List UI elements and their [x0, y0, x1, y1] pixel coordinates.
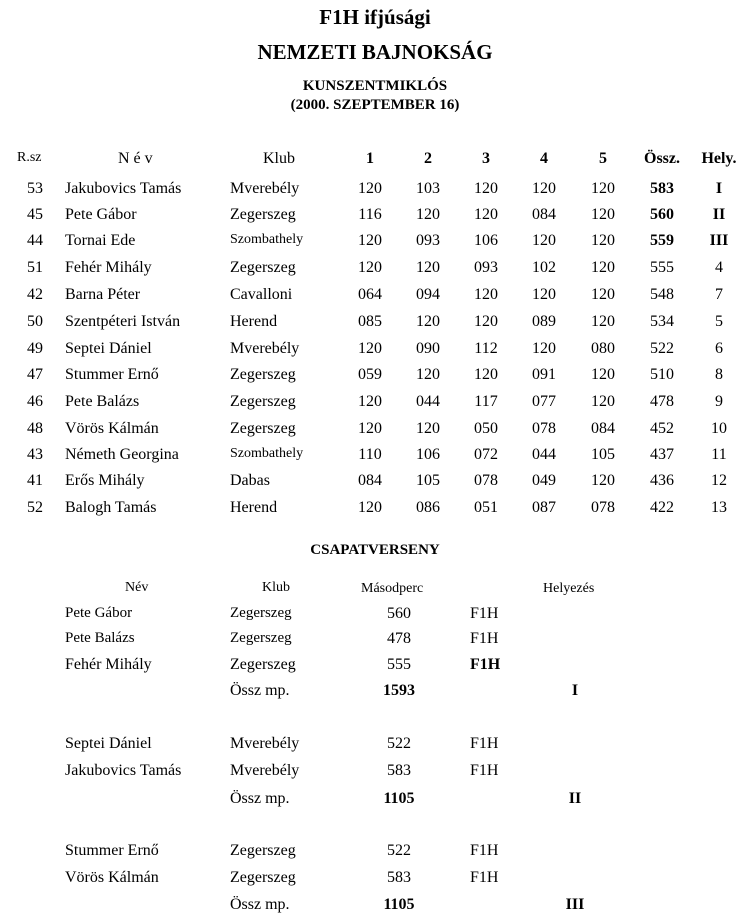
- team-col-name: Név: [125, 580, 149, 595]
- cell-rsz: 41: [27, 472, 43, 489]
- cell-place: III: [709, 232, 729, 249]
- cell-rsz: 47: [27, 366, 43, 383]
- col-header-round1: 1: [366, 150, 374, 167]
- event-date: (2000. SZEPTEMBER 16): [290, 97, 460, 113]
- cell-round1: 120: [358, 340, 382, 357]
- team-member-club: Zegerszeg: [230, 842, 296, 859]
- cell-round5: 120: [591, 472, 615, 489]
- cell-place: 11: [711, 446, 727, 463]
- cell-round2: 120: [416, 206, 440, 223]
- team-member-name: Septei Dániel: [65, 735, 152, 752]
- cell-round4: 044: [532, 446, 556, 463]
- cell-club: Szombathely: [230, 232, 304, 247]
- team-total-seconds: 1105: [383, 790, 415, 807]
- cell-round4: 078: [532, 420, 556, 437]
- cell-club: Zegerszeg: [230, 393, 296, 410]
- cell-round1: 120: [358, 420, 382, 437]
- cell-rsz: 44: [27, 232, 43, 249]
- cell-rsz: 51: [27, 259, 43, 276]
- cell-place: 10: [711, 420, 727, 437]
- cell-round1: 120: [358, 180, 382, 197]
- team-total-seconds: 1593: [383, 682, 415, 699]
- team-member-seconds: 583: [387, 869, 411, 886]
- cell-rsz: 45: [27, 206, 43, 223]
- cell-round1: 085: [358, 313, 382, 330]
- cell-round3: 120: [474, 206, 498, 223]
- cell-place: 8: [715, 366, 723, 383]
- cell-round2: 120: [416, 366, 440, 383]
- cell-round5: 084: [591, 420, 615, 437]
- cell-round4: 089: [532, 313, 556, 330]
- cell-round3: 093: [474, 259, 498, 276]
- col-header-round4: 4: [540, 150, 548, 167]
- team-total-seconds: 1105: [383, 896, 415, 913]
- cell-club: Szombathely: [230, 446, 304, 461]
- cell-name: Stummer Ernő: [65, 366, 159, 383]
- cell-total: 437: [650, 446, 674, 463]
- cell-round4: 084: [532, 206, 556, 223]
- cell-place: I: [715, 180, 723, 197]
- cell-name: Szentpéteri István: [65, 313, 181, 330]
- cell-round4: 102: [532, 259, 556, 276]
- team-member-class: F1H: [470, 630, 499, 647]
- team-member-name: Jakubovics Tamás: [65, 762, 182, 779]
- team-member-class: F1H: [470, 842, 499, 859]
- team-place: I: [571, 682, 579, 699]
- cell-total: 522: [650, 340, 674, 357]
- cell-round4: 120: [532, 232, 556, 249]
- cell-club: Mverebély: [230, 180, 300, 197]
- cell-round3: 120: [474, 286, 498, 303]
- team-member-class: F1H: [470, 735, 499, 752]
- cell-place: 6: [715, 340, 723, 357]
- team-member-seconds: 478: [387, 630, 411, 647]
- cell-rsz: 43: [27, 446, 43, 463]
- cell-round4: 120: [532, 180, 556, 197]
- cell-rsz: 53: [27, 180, 43, 197]
- cell-club: Herend: [230, 313, 278, 330]
- cell-name: Barna Péter: [65, 286, 141, 303]
- cell-round5: 120: [591, 366, 615, 383]
- team-member-class: F1H: [470, 869, 499, 886]
- team-col-club: Klub: [262, 580, 290, 595]
- cell-round4: 091: [532, 366, 556, 383]
- cell-club: Herend: [230, 499, 278, 516]
- document-subtitle: NEMZETI BAJNOKSÁG: [257, 40, 493, 64]
- cell-total: 452: [650, 420, 674, 437]
- cell-total: 478: [650, 393, 674, 410]
- cell-name: Fehér Mihály: [65, 259, 152, 276]
- cell-round5: 105: [591, 446, 615, 463]
- cell-round1: 064: [358, 286, 382, 303]
- team-member-club: Zegerszeg: [230, 656, 296, 673]
- team-member-club: Mverebély: [230, 762, 300, 779]
- cell-name: Vörös Kálmán: [65, 420, 159, 437]
- col-header-round2: 2: [424, 150, 432, 167]
- cell-round2: 120: [416, 259, 440, 276]
- cell-place: 12: [711, 472, 727, 489]
- col-header-round5: 5: [599, 150, 607, 167]
- cell-round4: 077: [532, 393, 556, 410]
- cell-name: Pete Balázs: [65, 393, 140, 410]
- cell-club: Zegerszeg: [230, 366, 296, 383]
- cell-name: Tornai Ede: [65, 232, 136, 249]
- cell-round5: 120: [591, 393, 615, 410]
- cell-rsz: 49: [27, 340, 43, 357]
- cell-rsz: 42: [27, 286, 43, 303]
- team-member-class: F1H: [470, 605, 499, 622]
- cell-total: 559: [650, 232, 674, 249]
- col-header-club: Klub: [263, 150, 295, 167]
- cell-club: Dabas: [230, 472, 270, 489]
- team-col-seconds: Másodperc: [361, 581, 424, 596]
- cell-club: Zegerszeg: [230, 420, 296, 437]
- cell-name: Erős Mihály: [65, 472, 145, 489]
- cell-round2: 105: [416, 472, 440, 489]
- cell-round1: 084: [358, 472, 382, 489]
- cell-rsz: 52: [27, 499, 43, 516]
- cell-round3: 120: [474, 180, 498, 197]
- cell-rsz: 46: [27, 393, 43, 410]
- cell-round1: 120: [358, 259, 382, 276]
- team-member-club: Zegerszeg: [230, 869, 296, 886]
- cell-round4: 120: [532, 340, 556, 357]
- cell-club: Mverebély: [230, 340, 300, 357]
- team-member-name: Pete Balázs: [65, 630, 135, 646]
- team-place: III: [565, 896, 585, 913]
- event-location: KUNSZENTMIKLÓS: [302, 78, 448, 94]
- cell-round5: 120: [591, 180, 615, 197]
- cell-round3: 120: [474, 366, 498, 383]
- cell-round2: 106: [416, 446, 440, 463]
- cell-round5: 120: [591, 286, 615, 303]
- cell-round4: 087: [532, 499, 556, 516]
- cell-round5: 120: [591, 206, 615, 223]
- cell-round2: 120: [416, 420, 440, 437]
- cell-club: Zegerszeg: [230, 206, 296, 223]
- team-section-title: CSAPATVERSENY: [310, 542, 440, 558]
- cell-rsz: 48: [27, 420, 43, 437]
- cell-round2: 103: [416, 180, 440, 197]
- cell-round3: 050: [474, 420, 498, 437]
- team-member-seconds: 583: [387, 762, 411, 779]
- cell-place: 9: [715, 393, 723, 410]
- team-member-seconds: 522: [387, 842, 411, 859]
- team-member-seconds: 560: [387, 605, 411, 622]
- cell-round3: 120: [474, 313, 498, 330]
- cell-round5: 078: [591, 499, 615, 516]
- team-member-name: Vörös Kálmán: [65, 869, 159, 886]
- cell-place: II: [712, 206, 726, 223]
- cell-round3: 117: [474, 393, 498, 410]
- col-header-name: N é v: [118, 150, 153, 167]
- col-header-place: Hely.: [701, 150, 737, 167]
- cell-club: Cavalloni: [230, 286, 293, 303]
- cell-round1: 116: [358, 206, 382, 223]
- team-member-name: Stummer Ernő: [65, 842, 159, 859]
- cell-total: 555: [650, 259, 674, 276]
- team-member-club: Zegerszeg: [230, 630, 292, 646]
- cell-round1: 110: [358, 446, 382, 463]
- cell-total: 422: [650, 499, 674, 516]
- cell-round4: 049: [532, 472, 556, 489]
- cell-rsz: 50: [27, 313, 43, 330]
- cell-round3: 051: [474, 499, 498, 516]
- cell-round2: 093: [416, 232, 440, 249]
- cell-round4: 120: [532, 286, 556, 303]
- cell-name: Pete Gábor: [65, 206, 137, 223]
- cell-name: Balogh Tamás: [65, 499, 157, 516]
- cell-round5: 120: [591, 313, 615, 330]
- cell-round1: 059: [358, 366, 382, 383]
- cell-total: 548: [650, 286, 674, 303]
- cell-place: 5: [715, 313, 723, 330]
- cell-total: 436: [650, 472, 674, 489]
- cell-place: 4: [715, 259, 723, 276]
- cell-club: Zegerszeg: [230, 259, 296, 276]
- cell-round3: 072: [474, 446, 498, 463]
- col-header-round3: 3: [482, 150, 490, 167]
- cell-total: 560: [650, 206, 674, 223]
- team-member-name: Pete Gábor: [65, 605, 133, 621]
- document-title: F1H ifjúsági: [319, 5, 431, 29]
- cell-total: 534: [650, 313, 674, 330]
- cell-round2: 044: [416, 393, 440, 410]
- cell-round5: 120: [591, 232, 615, 249]
- cell-round2: 120: [416, 313, 440, 330]
- cell-name: Jakubovics Tamás: [65, 180, 182, 197]
- team-total-label: Össz mp.: [230, 896, 290, 913]
- cell-round2: 094: [416, 286, 440, 303]
- team-member-seconds: 522: [387, 735, 411, 752]
- cell-round3: 106: [474, 232, 498, 249]
- team-col-place: Helyezés: [543, 581, 595, 596]
- team-total-label: Össz mp.: [230, 682, 290, 699]
- cell-round3: 078: [474, 472, 498, 489]
- team-member-name: Fehér Mihály: [65, 656, 152, 673]
- cell-round1: 120: [358, 232, 382, 249]
- cell-name: Németh Georgina: [65, 446, 179, 463]
- cell-round1: 120: [358, 393, 382, 410]
- cell-name: Septei Dániel: [65, 340, 152, 357]
- cell-round5: 080: [591, 340, 615, 357]
- cell-round5: 120: [591, 259, 615, 276]
- cell-round2: 086: [416, 499, 440, 516]
- team-member-seconds: 555: [387, 656, 411, 673]
- team-place: II: [568, 790, 582, 807]
- cell-total: 510: [650, 366, 674, 383]
- team-member-class: F1H: [470, 762, 499, 779]
- cell-place: 13: [711, 499, 727, 516]
- col-header-rsz: R.sz: [17, 150, 42, 165]
- team-total-label: Össz mp.: [230, 790, 290, 807]
- col-header-total: Össz.: [644, 150, 680, 167]
- team-member-class: F1H: [470, 656, 501, 673]
- cell-round2: 090: [416, 340, 440, 357]
- team-member-club: Zegerszeg: [230, 605, 292, 621]
- cell-round3: 112: [474, 340, 498, 357]
- cell-round1: 120: [358, 499, 382, 516]
- cell-place: 7: [715, 286, 723, 303]
- team-member-club: Mverebély: [230, 735, 300, 752]
- cell-total: 583: [650, 180, 674, 197]
